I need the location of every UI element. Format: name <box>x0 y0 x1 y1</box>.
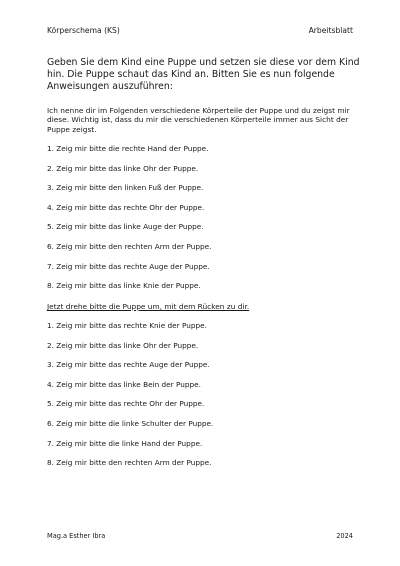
turn-instruction: Jetzt drehe bitte die Puppe um, mit dem Rücken zu dir. <box>47 302 250 311</box>
list-item: 3. Zeig mir bitte den linken Fuß der Puppe. <box>47 183 204 193</box>
list-item: 7. Zeig mir bitte die linke Hand der Puppe. <box>47 438 203 448</box>
instruction-list-back <box>47 321 213 478</box>
footer-year: 2024 <box>336 532 353 540</box>
list-item: 2. Zeig mir bitte das linke Ohr der Puppe. <box>47 340 199 350</box>
instruction-text: Ich nenne dir im Folgenden verschiedene Körperteile der Puppe und du zeigst mir diese. Wichtig ist, dass du mir die verschiedenen Körperteile immer aus Sicht der Puppe zeigst. <box>47 106 350 134</box>
list-item: 5. Zeig mir bitte das rechte Ohr der Puppe. <box>47 399 205 409</box>
list-item: 4. Zeig mir bitte das rechte Ohr der Puppe. <box>47 202 205 212</box>
list-item: 8. Zeig mir bitte den rechten Arm der Puppe. <box>47 458 212 468</box>
header-title: Körperschema (KS) <box>47 26 120 35</box>
list-item: 3. Zeig mir bitte das rechte Auge der Puppe. <box>47 360 210 370</box>
header-label: Arbeitsblatt <box>308 26 353 35</box>
list-item: 5. Zeig mir bitte das linke Auge der Puppe. <box>47 222 204 232</box>
instruction-list-front <box>47 144 211 301</box>
list-item: 6. Zeig mir bitte den rechten Arm der Puppe. <box>47 241 212 251</box>
footer-author: Mag.a Esther Ibra <box>47 532 106 540</box>
list-item: 6. Zeig mir bitte die linke Schulter der Puppe. <box>47 418 214 428</box>
list-item: 8. Zeig mir bitte das linke Knie der Puppe. <box>47 281 201 291</box>
list-item: 4. Zeig mir bitte das linke Bein der Puppe. <box>47 379 201 389</box>
list-item: 1. Zeig mir bitte das rechte Knie der Puppe. <box>47 321 207 330</box>
list-item: 2. Zeig mir bitte das linke Ohr der Puppe. <box>47 163 199 173</box>
list-item: 1. Zeig mir bitte die rechte Hand der Puppe. <box>47 144 209 153</box>
list-item: 7. Zeig mir bitte das rechte Auge der Puppe. <box>47 261 210 271</box>
intro-text: Geben Sie dem Kind eine Puppe und setzen sie diese vor dem Kind hin. Die Puppe schaut das Kind an. Bitten Sie es nun folgende Anweisungen auszuführen: <box>47 57 360 93</box>
